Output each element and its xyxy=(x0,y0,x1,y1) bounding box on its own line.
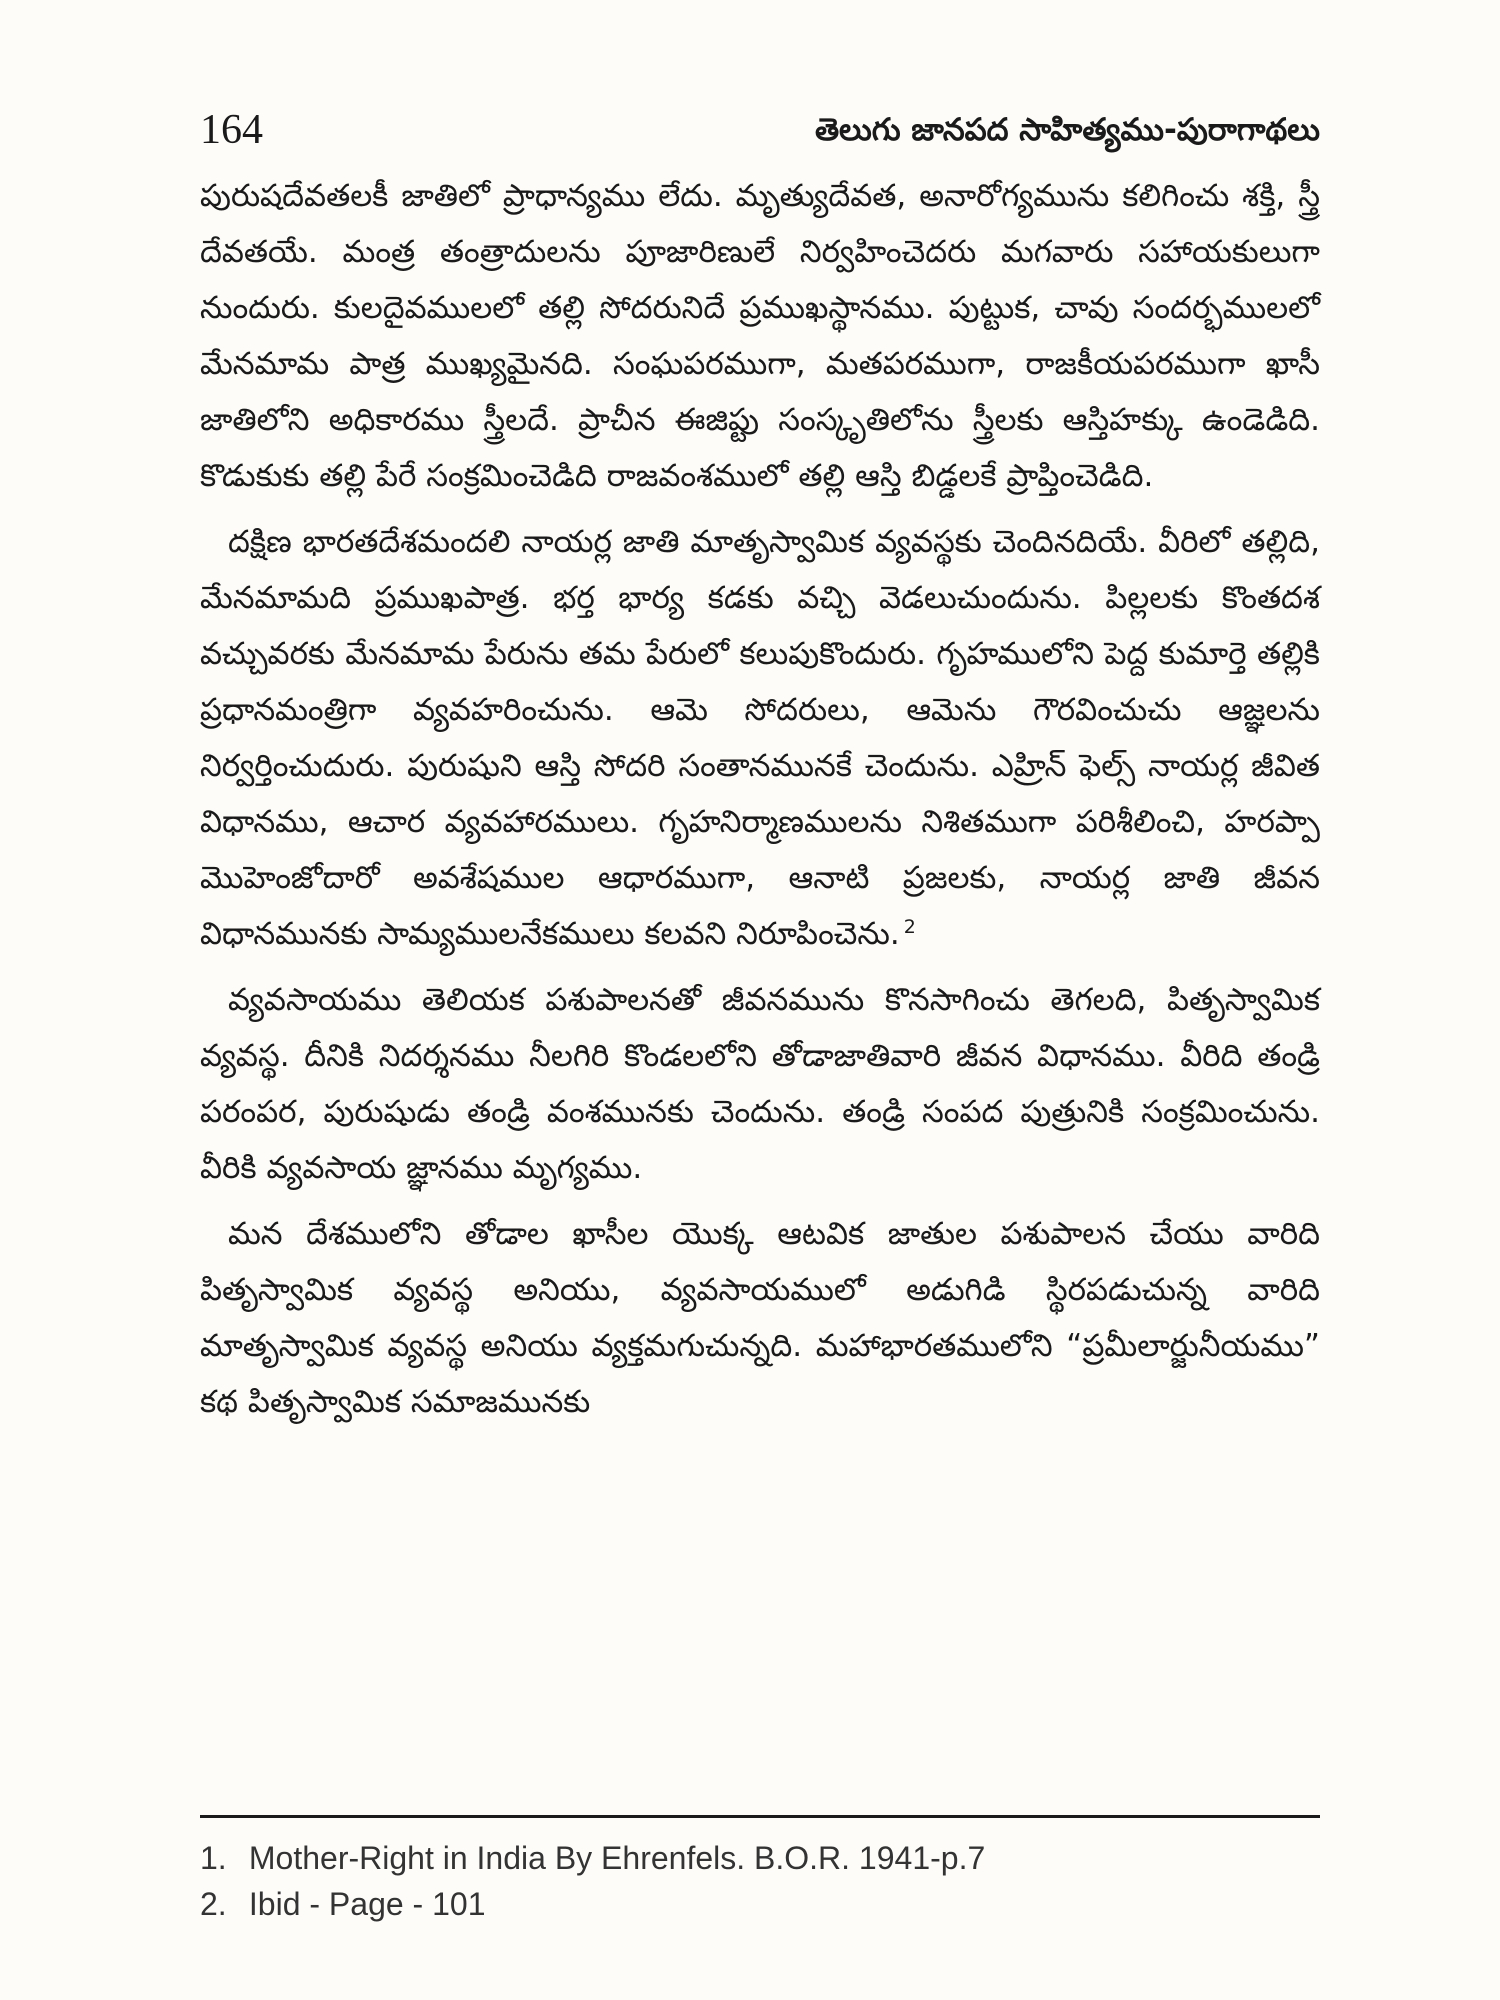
footnote-text: Mother-Right in India By Ehrenfels. B.O.R. 1941-p.7 xyxy=(248,1840,986,1876)
paragraph-2 xyxy=(200,514,1320,962)
running-title: తెలుగు జానపద సాహిత్యము-పురాగాథలు xyxy=(814,112,1320,148)
footnotes xyxy=(200,1835,1320,1927)
page-header xyxy=(200,100,1320,160)
paragraph-4: మన దేశములోని తోడాల ఖాసీల యొక్క ఆటవిక జాతుల పశుపాలన చేయు వారిది పితృస్వామిక వ్యవస్థ అనియు, వ్యవసాయములో అడుగిడి స్థిరపడుచున్న వారిది మాతృస్వామిక వ్యవస్థ అనియు వ్యక్తమగుచున్నది. మహాభారతములోని “ప్రమీలార్జునీయము” కథ పితృస్వామిక సమాజమునకు xyxy=(200,1216,1320,1420)
footnote-divider xyxy=(200,1815,1320,1818)
footnote-text: Ibid - Page - 101 xyxy=(248,1886,486,1922)
paragraph-1: పురుషదేవతలకీ జాతిలో ప్రాధాన్యము లేదు. మృత్యుదేవత, అనారోగ్యమును కలిగించు శక్తి, స్త్రీ దేవతయే. మంత్ర తంత్రాదులను పూజారిణులే నిర్వహించెదరు మగవారు సహాయకులుగా నుందురు. కులదైవములలో తల్లి సోదరునిదే ప్రముఖస్థానము. పుట్టుక, చావు సందర్భములలో మేనమామ పాత్ర ముఖ్యమైనది. సంఘపరముగా, మతపరముగా, రాజకీయపరముగా ఖాసీ జాతిలోని అధికారము స్త్రీలదే. ప్రాచీన ఈజిప్టు సంస్కృతిలోను స్త్రీలకు ఆస్తిహక్కు ఉండెడిది. కొడుకుకు తల్లి పేరే సంక్రమించెడిది రాజవంశములో తల్లి ఆస్తి బిడ్డలకే ప్రాప్తించెడిది. xyxy=(200,178,1320,494)
paragraph-3: వ్యవసాయము తెలియక పశుపాలనతో జీవనమును కొనసాగించు తెగలది, పితృస్వామిక వ్యవస్థ. దీనికి నిదర్శనము నీలగిరి కొండలలోని తోడాజాతివారి జీవన విధానము. వీరిది తండ్రి పరంపర, పురుషుడు తండ్రి వంశమునకు చెందును. తండ్రి సంపద పుత్రునికి సంక్రమించును. వీరికి వ్యవసాయ జ్ఞానము మృగ్యము. xyxy=(200,982,1320,1186)
footnote-reference: 2 xyxy=(903,915,916,938)
footnote-2 xyxy=(200,1881,1320,1927)
page-number: 164 xyxy=(200,107,263,153)
body-text xyxy=(200,168,1320,1440)
footnote-1 xyxy=(200,1835,1320,1881)
footnote-number: 1. xyxy=(200,1840,227,1876)
footnote-number: 2. xyxy=(200,1886,227,1922)
paragraph-2-text: దక్షిణ భారతదేశమందలి నాయర్ల జాతి మాతృస్వామిక వ్యవస్థకు చెందినదియే. వీరిలో తల్లిది, మేనమామది ప్రముఖపాత్ర. భర్త భార్య కడకు వచ్చి వెడలుచుందును. పిల్లలకు కొంతదశ వచ్చువరకు మేనమామ పేరును తమ పేరులో కలుపుకొందురు. గృహములోని పెద్ద కుమార్తె తల్లికి ప్రధానమంత్రిగా వ్యవహరించును. ఆమె సోదరులు, ఆమెను గౌరవించుచు ఆజ్ఞలను నిర్వర్తించుదురు. పురుషుని ఆస్తి సోదరి సంతానమునకే చెందును. ఎహ్రిన్ ఫెల్స్ నాయర్ల జీవిత విధానము, ఆచార వ్యవహారములు. గృహనిర్మాణములను నిశితముగా పరిశీలించి, హరప్పా మొహెంజోదారో అవశేషముల ఆధారముగా, ఆనాటి ప్రజలకు, నాయర్ల జాతి జీవన విధానమునకు సామ్యములనేకములు కలవని నిరూపించెను. xyxy=(200,524,1320,952)
